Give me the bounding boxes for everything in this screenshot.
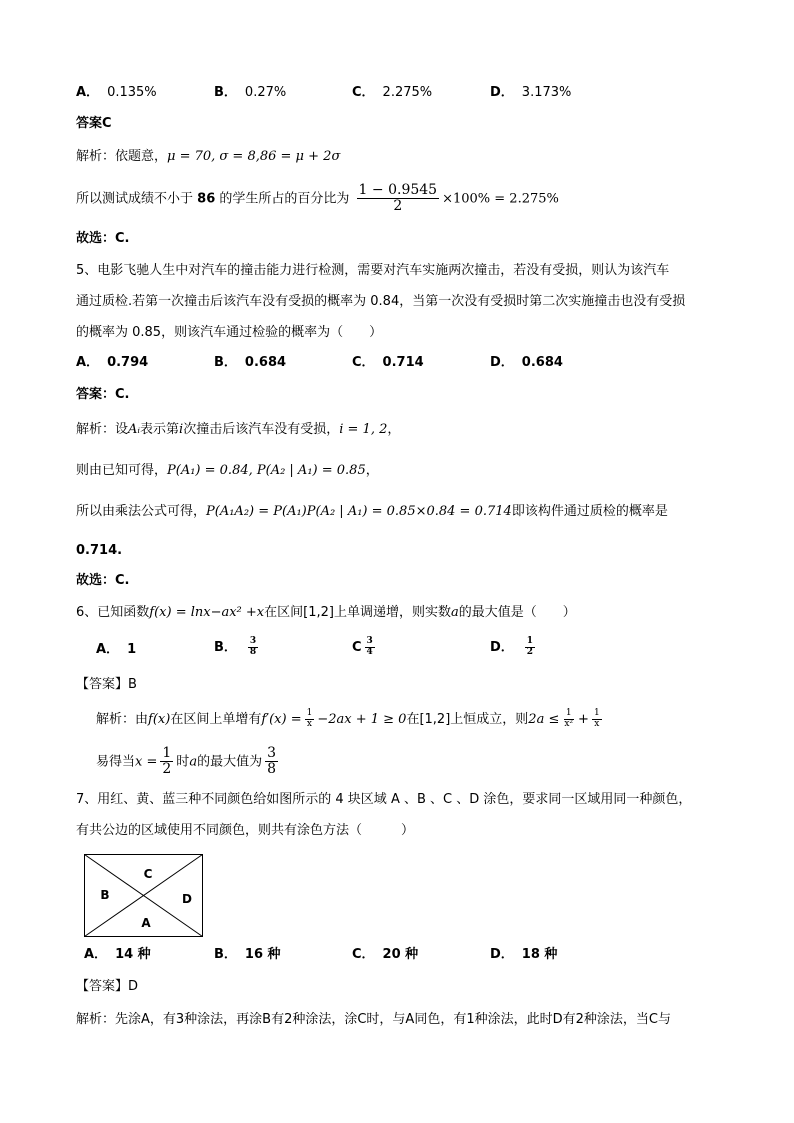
q7-option-b: B． 16 种 [214,947,281,962]
q4-option-a: A． 0.135% [76,85,157,100]
q7-option-c: C． 20 种 [352,947,419,962]
q5-answer: 答案：C. [76,387,130,402]
q5-stem-line3: 的概率为 0.85，则该汽车通过检验的概率为（ ） [76,325,383,340]
q6-analysis-line1: 解析：由f(x)在区间上单增有f′(x) = $\frac{1}{x}$ −2ax + 1 ≥ 0在[1,2]上恒成立，则2a ≤ $\frac{1}{\text{x²}}$ + $\frac{1}{x}$ [96,708,600,729]
region-label-b: B [100,888,110,902]
q7-stem-line2: 有共公边的区域使用不同颜色，则共有涂色方法（ ） [76,823,415,838]
q6-option-c: C $\frac{3}{4}$ [352,636,373,657]
q6-option-b: B． $\frac{3}{8}$ [214,636,257,657]
q6-stem: 6、已知函数f(x) = lnx−ax² +x在区间[1,2]上单调递增，则实数a的最大值是（ ） [76,605,576,620]
q5-analysis-line4: 0.714. [76,543,123,558]
q5-stem-line1: 5、电影飞驰人生中对汽车的撞击能力进行检测，需要对汽车实施两次撞击，若没有受损，则认为该汽车 [76,263,670,278]
q6-option-d: D． $\frac{1}{2}$ [490,636,534,657]
q5-choose: 故选：C. [76,573,130,588]
q5-option-b: B． 0.684 [214,355,287,370]
q4-percent-line: 所以测试成绩不小于 86 的学生所占的百分比为 $\frac{1 - 0.9545}{2}$ ×100% = 2.275% [76,182,559,215]
q6-analysis-line2: 易得当x = $\frac{1}{2}$ 时a的最大值为 $\frac{3}{8}$ [96,745,277,778]
q4-option-b: B． 0.27% [214,85,287,100]
region-label-a: A [141,916,151,930]
q5-option-c: C． 0.714 [352,355,424,370]
region-label-d: D [182,892,192,906]
q5-stem-line2: 通过质检.若第一次撞击后该汽车没有受损的概率为 0.84，当第一次没有受损时第二次实施撞击也没有受损 [76,294,686,309]
q4-analysis: 解析：依题意，μ = 70, σ = 8,86 = μ + 2σ [76,149,341,164]
q5-option-a: A． 0.794 [76,355,149,370]
q4-choose: 故选：C. [76,231,130,246]
q6-answer: 【答案】B [76,677,137,692]
region-label-c: C [143,867,153,881]
q4-option-d: D． 3.173% [490,85,572,100]
q4-fraction: $\frac{1 - 0.9545}{2}$ [358,182,438,215]
region-diagram [84,854,204,938]
q7-stem-line1: 7、用红、黄、蓝三种不同颜色给如图所示的 4 块区域 A 、B 、C 、D 涂色，要求同一区域用同一种颜色， [76,792,692,807]
q4-option-c: C． 2.275% [352,85,433,100]
q5-analysis-line3: 所以由乘法公式可得，P(A₁A₂) = P(A₁)P(A₂ | A₁) = 0.85×0.84 = 0.714即该构件通过质检的概率是 [76,504,668,519]
q5-analysis-line1: 解析：设Aᵢ表示第i次撞击后该汽车没有受损，i = 1, 2， [76,422,401,437]
q4-answer: 答案C [76,116,112,131]
q6-option-a: A． 1 [96,642,137,657]
q7-option-a: A． 14 种 [84,947,151,962]
q5-analysis-line2: 则由已知可得，P(A₁) = 0.84, P(A₂ | A₁) = 0.85， [76,463,379,478]
q7-answer: 【答案】D [76,979,139,994]
q5-option-d: D． 0.684 [490,355,563,370]
q7-analysis: 解析：先涂A，有3种涂法，再涂B有2种涂法，涂C时，与A同色，有1种涂法，此时D有2种涂法，当C与 [76,1012,671,1027]
q7-option-d: D． 18 种 [490,947,558,962]
